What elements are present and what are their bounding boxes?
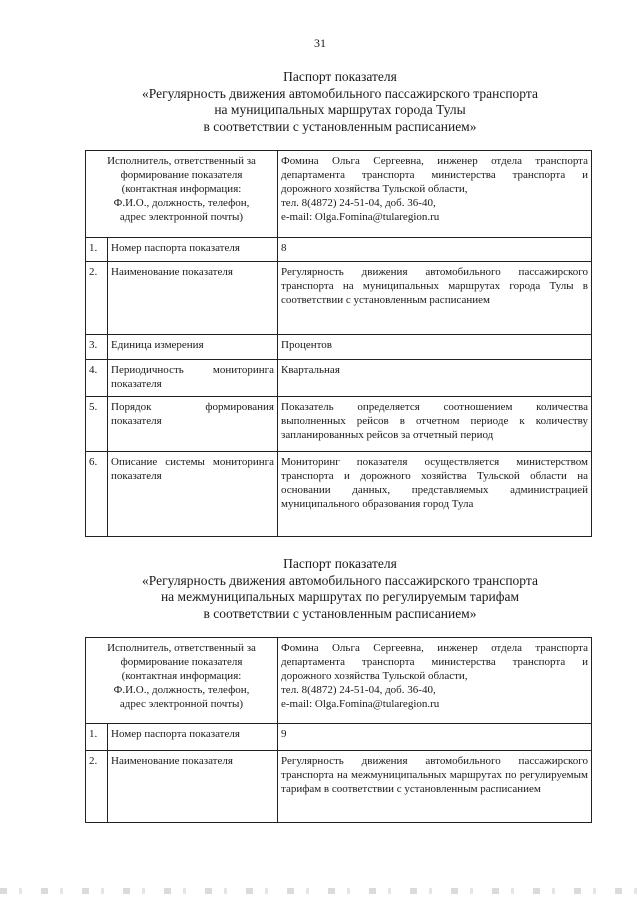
executor-row — [86, 151, 592, 238]
row-number: 6. — [86, 452, 108, 537]
row-value: 8 — [278, 238, 592, 262]
passport-1-title-line-2: на муниципальных маршрутах города Тулы — [214, 102, 466, 117]
row-value: Показатель определяется соотношением количества выполненных рейсов в отчетном периоде к количеству запланированных рейсов за отчетный период — [278, 397, 592, 452]
row-label: Единица измерения — [108, 335, 278, 360]
passport-2-table — [85, 637, 592, 823]
row-value: Процентов — [278, 335, 592, 360]
row-value: Квартальная — [278, 360, 592, 397]
row-number: 2. — [86, 262, 108, 335]
table-row — [86, 397, 592, 452]
executor-row — [86, 638, 592, 724]
table-row — [86, 262, 592, 335]
row-label: Наименование показателя — [108, 751, 278, 823]
passport-2-title-line-1: «Регулярность движения автомобильного пассажирского транспорта — [142, 572, 538, 588]
executor-value: Фомина Ольга Сергеевна, инженер отдела транспорта департамента транспорта министерства транспорта и дорожного хозяйства Тульской области, тел. 8(4872) 24-51-04, доб. 36-40, e-mail: Olga.Fomina@tularegion.ru — [278, 638, 592, 724]
row-value: Мониторинг показателя осуществляется министерством транспорта и дорожного хозяйства Тульской области на основании данных, представляемых администрацией муниципального образования город Тула — [278, 452, 592, 537]
executor-label: Исполнитель, ответственный за формирование показателя (контактная информация: Ф.И.О., должность, телефон, адрес электронной почты) — [86, 151, 278, 238]
passport-2-heading: Паспорт показателя — [283, 556, 397, 571]
table-row — [86, 724, 592, 751]
row-label: Описание системы мониторинга показателя — [108, 452, 278, 537]
passport-1-title-line-3: в соответствии с установленным расписанием» — [203, 118, 477, 134]
row-number: 1. — [86, 238, 108, 262]
row-label: Номер паспорта показателя — [108, 238, 278, 262]
scan-edge-artifact — [0, 888, 640, 894]
row-value: Регулярность движения автомобильного пассажирского транспорта на муниципальных маршрутах города Тулы в соответствии с установленным расписанием — [278, 262, 592, 335]
passport-1-title-line-1: «Регулярность движения автомобильного пассажирского транспорта — [142, 85, 538, 101]
row-value: Регулярность движения автомобильного пассажирского транспорта на межмуниципальных маршрутах по регулируемым тарифам в соответствии с установленным расписанием — [278, 751, 592, 823]
row-number: 4. — [86, 360, 108, 397]
passport-1-heading: Паспорт показателя — [283, 69, 397, 84]
row-value: 9 — [278, 724, 592, 751]
executor-value: Фомина Ольга Сергеевна, инженер отдела транспорта департамента транспорта министерства транспорта и дорожного хозяйства Тульской области, тел. 8(4872) 24-51-04, доб. 36-40, e-mail: Olga.Fomina@tularegion.ru — [278, 151, 592, 238]
passport-2-title-line-3: в соответствии с установленным расписанием» — [203, 605, 477, 621]
executor-label: Исполнитель, ответственный за формирование показателя (контактная информация: Ф.И.О., должность, телефон, адрес электронной почты) — [86, 638, 278, 724]
row-label: Наименование показателя — [108, 262, 278, 335]
row-label: Периодичность мониторинга показателя — [108, 360, 278, 397]
passport-1-table — [85, 150, 592, 537]
table-row — [86, 360, 592, 397]
row-number: 1. — [86, 724, 108, 751]
table-row — [86, 335, 592, 360]
passport-1-title — [60, 69, 620, 135]
passport-2-title-line-2: на межмуниципальных маршрутах по регулируемым тарифам — [160, 589, 520, 604]
row-number: 2. — [86, 751, 108, 823]
row-number: 5. — [86, 397, 108, 452]
table-row — [86, 751, 592, 823]
page-number: 31 — [314, 36, 326, 50]
row-label: Порядок формирования показателя — [108, 397, 278, 452]
row-number: 3. — [86, 335, 108, 360]
table-row — [86, 238, 592, 262]
passport-2-title — [60, 556, 620, 622]
table-row — [86, 452, 592, 537]
row-label: Номер паспорта показателя — [108, 724, 278, 751]
